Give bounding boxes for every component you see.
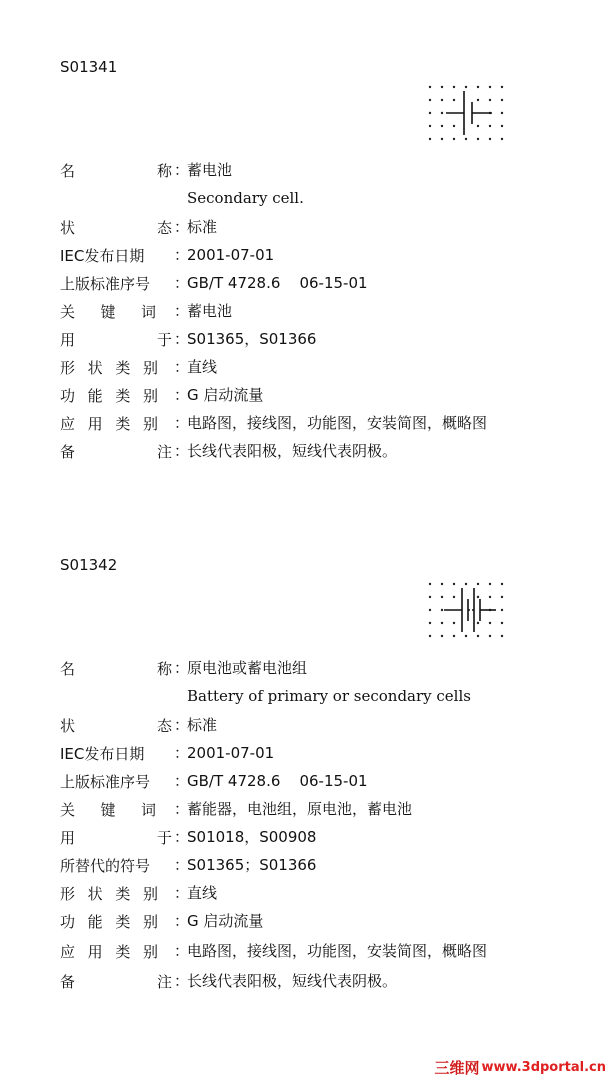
battery-cell-symbol-icon: [426, 83, 510, 149]
symbol-code: S01342: [60, 556, 118, 574]
site-watermark: [435, 1056, 607, 1078]
english-name: Battery of primary or secondary cells: [187, 687, 471, 705]
watermark-cn: 三维网: [434, 1058, 480, 1077]
battery-group-symbol-icon: [426, 580, 510, 646]
symbol-code: S01341: [60, 58, 118, 76]
watermark-url: www.3dportal.cn: [481, 1059, 606, 1075]
name-value: 蓄电池: [187, 161, 233, 179]
english-name: Secondary cell.: [187, 189, 304, 207]
name-value: 原电池或蓄电池组: [187, 659, 308, 677]
